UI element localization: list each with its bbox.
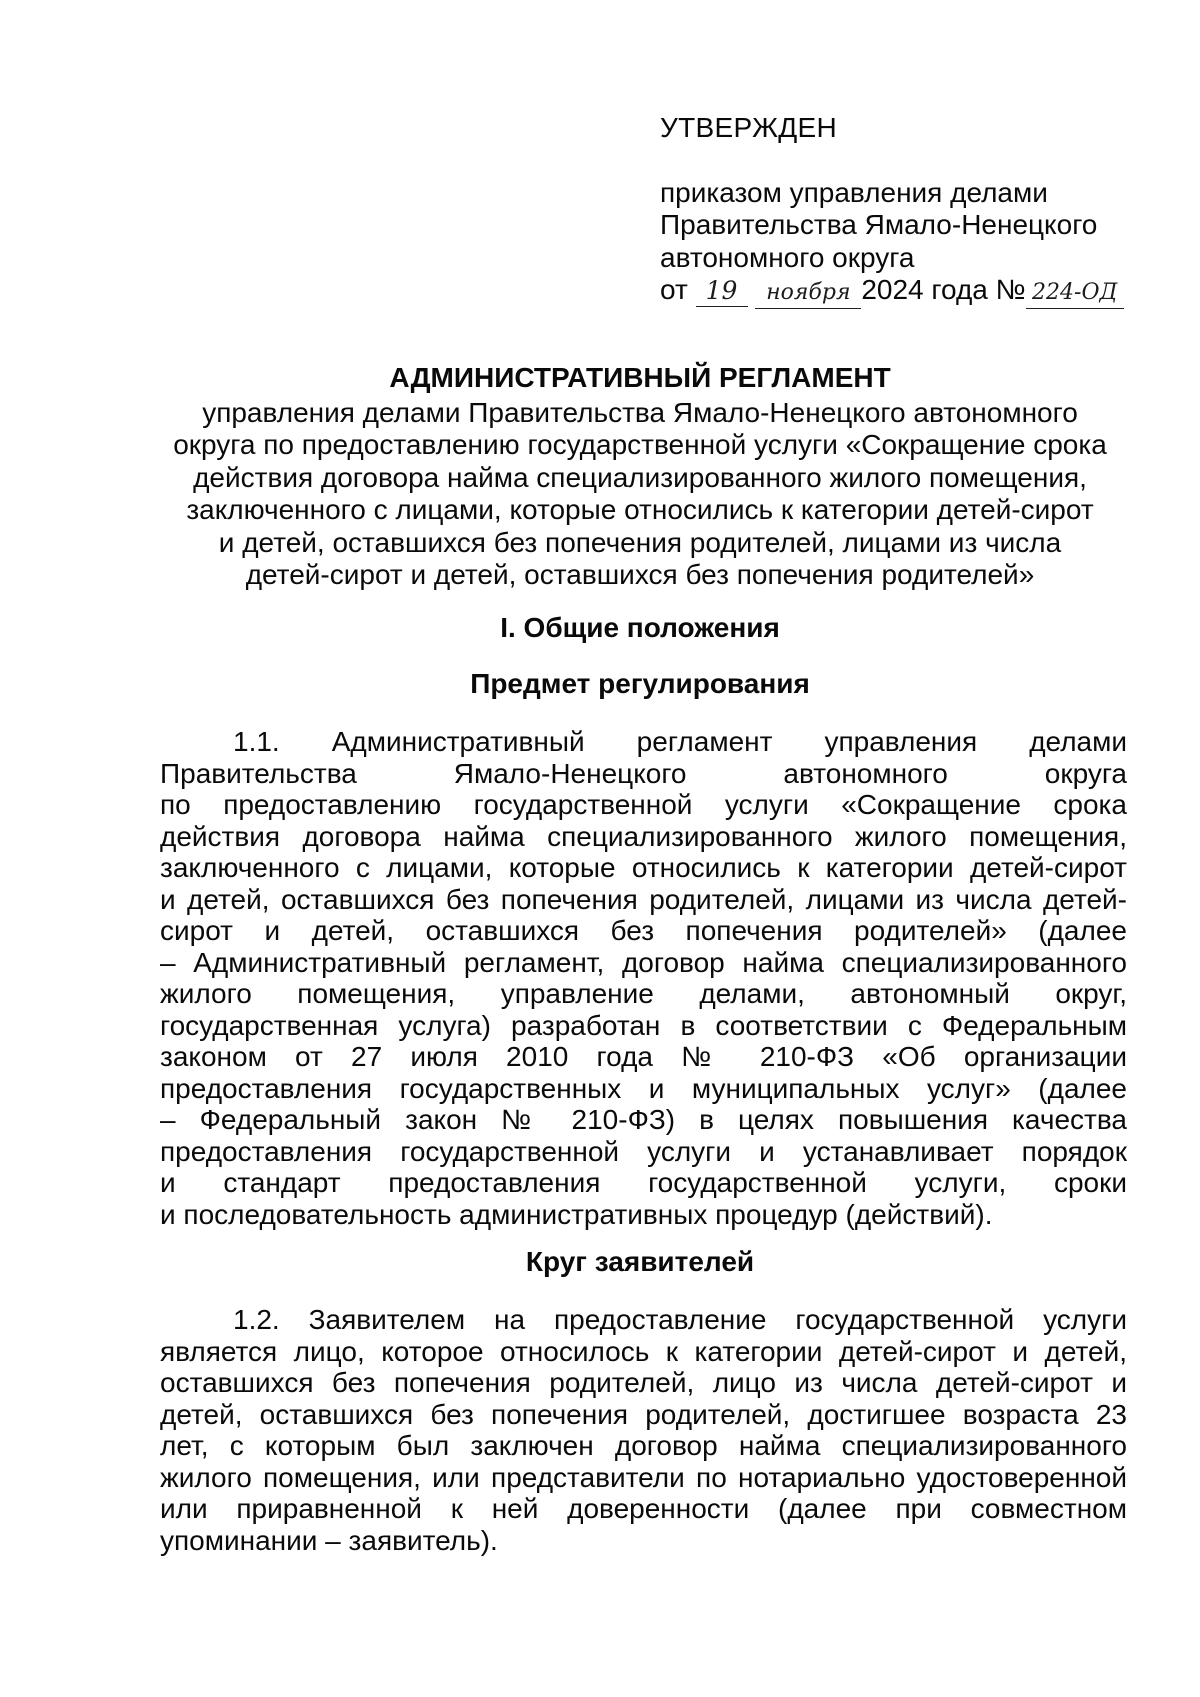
applicants-heading: Круг заявителей xyxy=(525,1246,755,1277)
paragraph-line: предоставления государственной услуги и устанавливает порядок xyxy=(160,1135,1127,1167)
approval-date-line xyxy=(660,274,1120,310)
document-title-main: АДМИНИСТРАТИВНЫЙ РЕГЛАМЕНТ xyxy=(389,362,891,393)
paragraph-1-2 xyxy=(160,1304,1127,1556)
handwritten-day: 19 xyxy=(696,275,748,308)
paragraph-1-1 xyxy=(160,726,1127,1230)
paragraph-line: жилого помещения, или представители по нотариально удостоверенной xyxy=(160,1461,1127,1493)
paragraph-line: лет, с которым был заключен договор найма специализированного xyxy=(160,1430,1127,1461)
paragraph-line: 1.2. Заявителем на предоставление государственной услуги xyxy=(233,1304,1127,1335)
approval-title: УТВЕРЖДЕН xyxy=(660,112,838,143)
paragraph-line: заключенного с лицами, которые относились к категории детей-сирот xyxy=(160,852,1127,883)
paragraph-line: и детей, оставшихся без попечения родителей, лицами из числа детей- xyxy=(160,883,1127,915)
paragraph-line: жилого помещения, управление делами, автономный округ, xyxy=(160,978,1127,1009)
document-title-line: округа по предоставлению государственной услуги «Сокращение срока xyxy=(173,429,1107,460)
document-title-line: действия договора найма специализированного жилого помещения, xyxy=(193,461,1087,493)
document-title-line: заключенного с лицами, которые относились к категории детей-сирот xyxy=(186,494,1094,525)
paragraph-line: по предоставлению государственной услуги «Сокращение срока xyxy=(160,789,1127,820)
date-prefix: от xyxy=(660,274,688,305)
paragraph-line: упоминании – заявитель). xyxy=(160,1524,498,1556)
paragraph-line: оставшихся без попечения родителей, лицо из числа детей-сирот и xyxy=(160,1367,1127,1398)
paragraph-line: 1.1. Административный регламент управления делами xyxy=(233,726,1127,757)
approval-line-2: Правительства Ямало-Ненецкого xyxy=(660,209,1098,240)
paragraph-line: – Административный регламент, договор найма специализированного xyxy=(160,946,1127,978)
approval-line-3: автономного округа xyxy=(660,241,915,273)
paragraph-line: предоставления государственных и муниципальных услуг» (далее xyxy=(160,1072,1127,1104)
document-title xyxy=(160,362,1120,592)
paragraph-line: законом от 27 июля 2010 года № 210-ФЗ «Об организации xyxy=(160,1041,1127,1072)
paragraph-line: детей, оставшихся без попечения родителей, достигшее возраста 23 xyxy=(160,1398,1127,1430)
approval-line-1: приказом управления делами xyxy=(660,176,1048,208)
paragraph-line: действия договора найма специализированного жилого помещения, xyxy=(160,820,1127,852)
handwritten-order-number: 224-ОД xyxy=(1026,277,1124,310)
paragraph-line: и последовательность административных процедур (действий). xyxy=(160,1198,993,1230)
paragraph-line: – Федеральный закон № 210-ФЗ) в целях повышения качества xyxy=(160,1104,1127,1135)
subject-heading: Предмет регулирования xyxy=(470,668,810,699)
approval-stamp xyxy=(660,112,1120,310)
paragraph-line: или приравненной к ней доверенности (далее при совместном xyxy=(160,1493,1127,1524)
paragraph-line: Правительства Ямало-Ненецкого автономного округа xyxy=(160,757,1127,789)
document-title-line: управления делами Правительства Ямало-Ненецкого автономного xyxy=(202,396,1078,428)
handwritten-month: ноября xyxy=(755,277,861,310)
document-title-line: детей-сирот и детей, оставшихся без попечения родителей» xyxy=(245,559,1035,590)
paragraph-line: сирот и детей, оставшихся без попечения родителей» (далее xyxy=(160,915,1127,946)
section-heading: I. Общие положения xyxy=(500,612,780,643)
date-year-text: 2024 года № xyxy=(861,274,1026,305)
document-title-line: и детей, оставшихся без попечения родителей, лицами из числа xyxy=(218,526,1062,558)
paragraph-line: и стандарт предоставления государственной услуги, сроки xyxy=(160,1167,1127,1198)
paragraph-line: является лицо, которое относилось к категории детей-сирот и детей, xyxy=(160,1335,1127,1367)
paragraph-line: государственная услуга) разработан в соответствии с Федеральным xyxy=(160,1009,1127,1041)
